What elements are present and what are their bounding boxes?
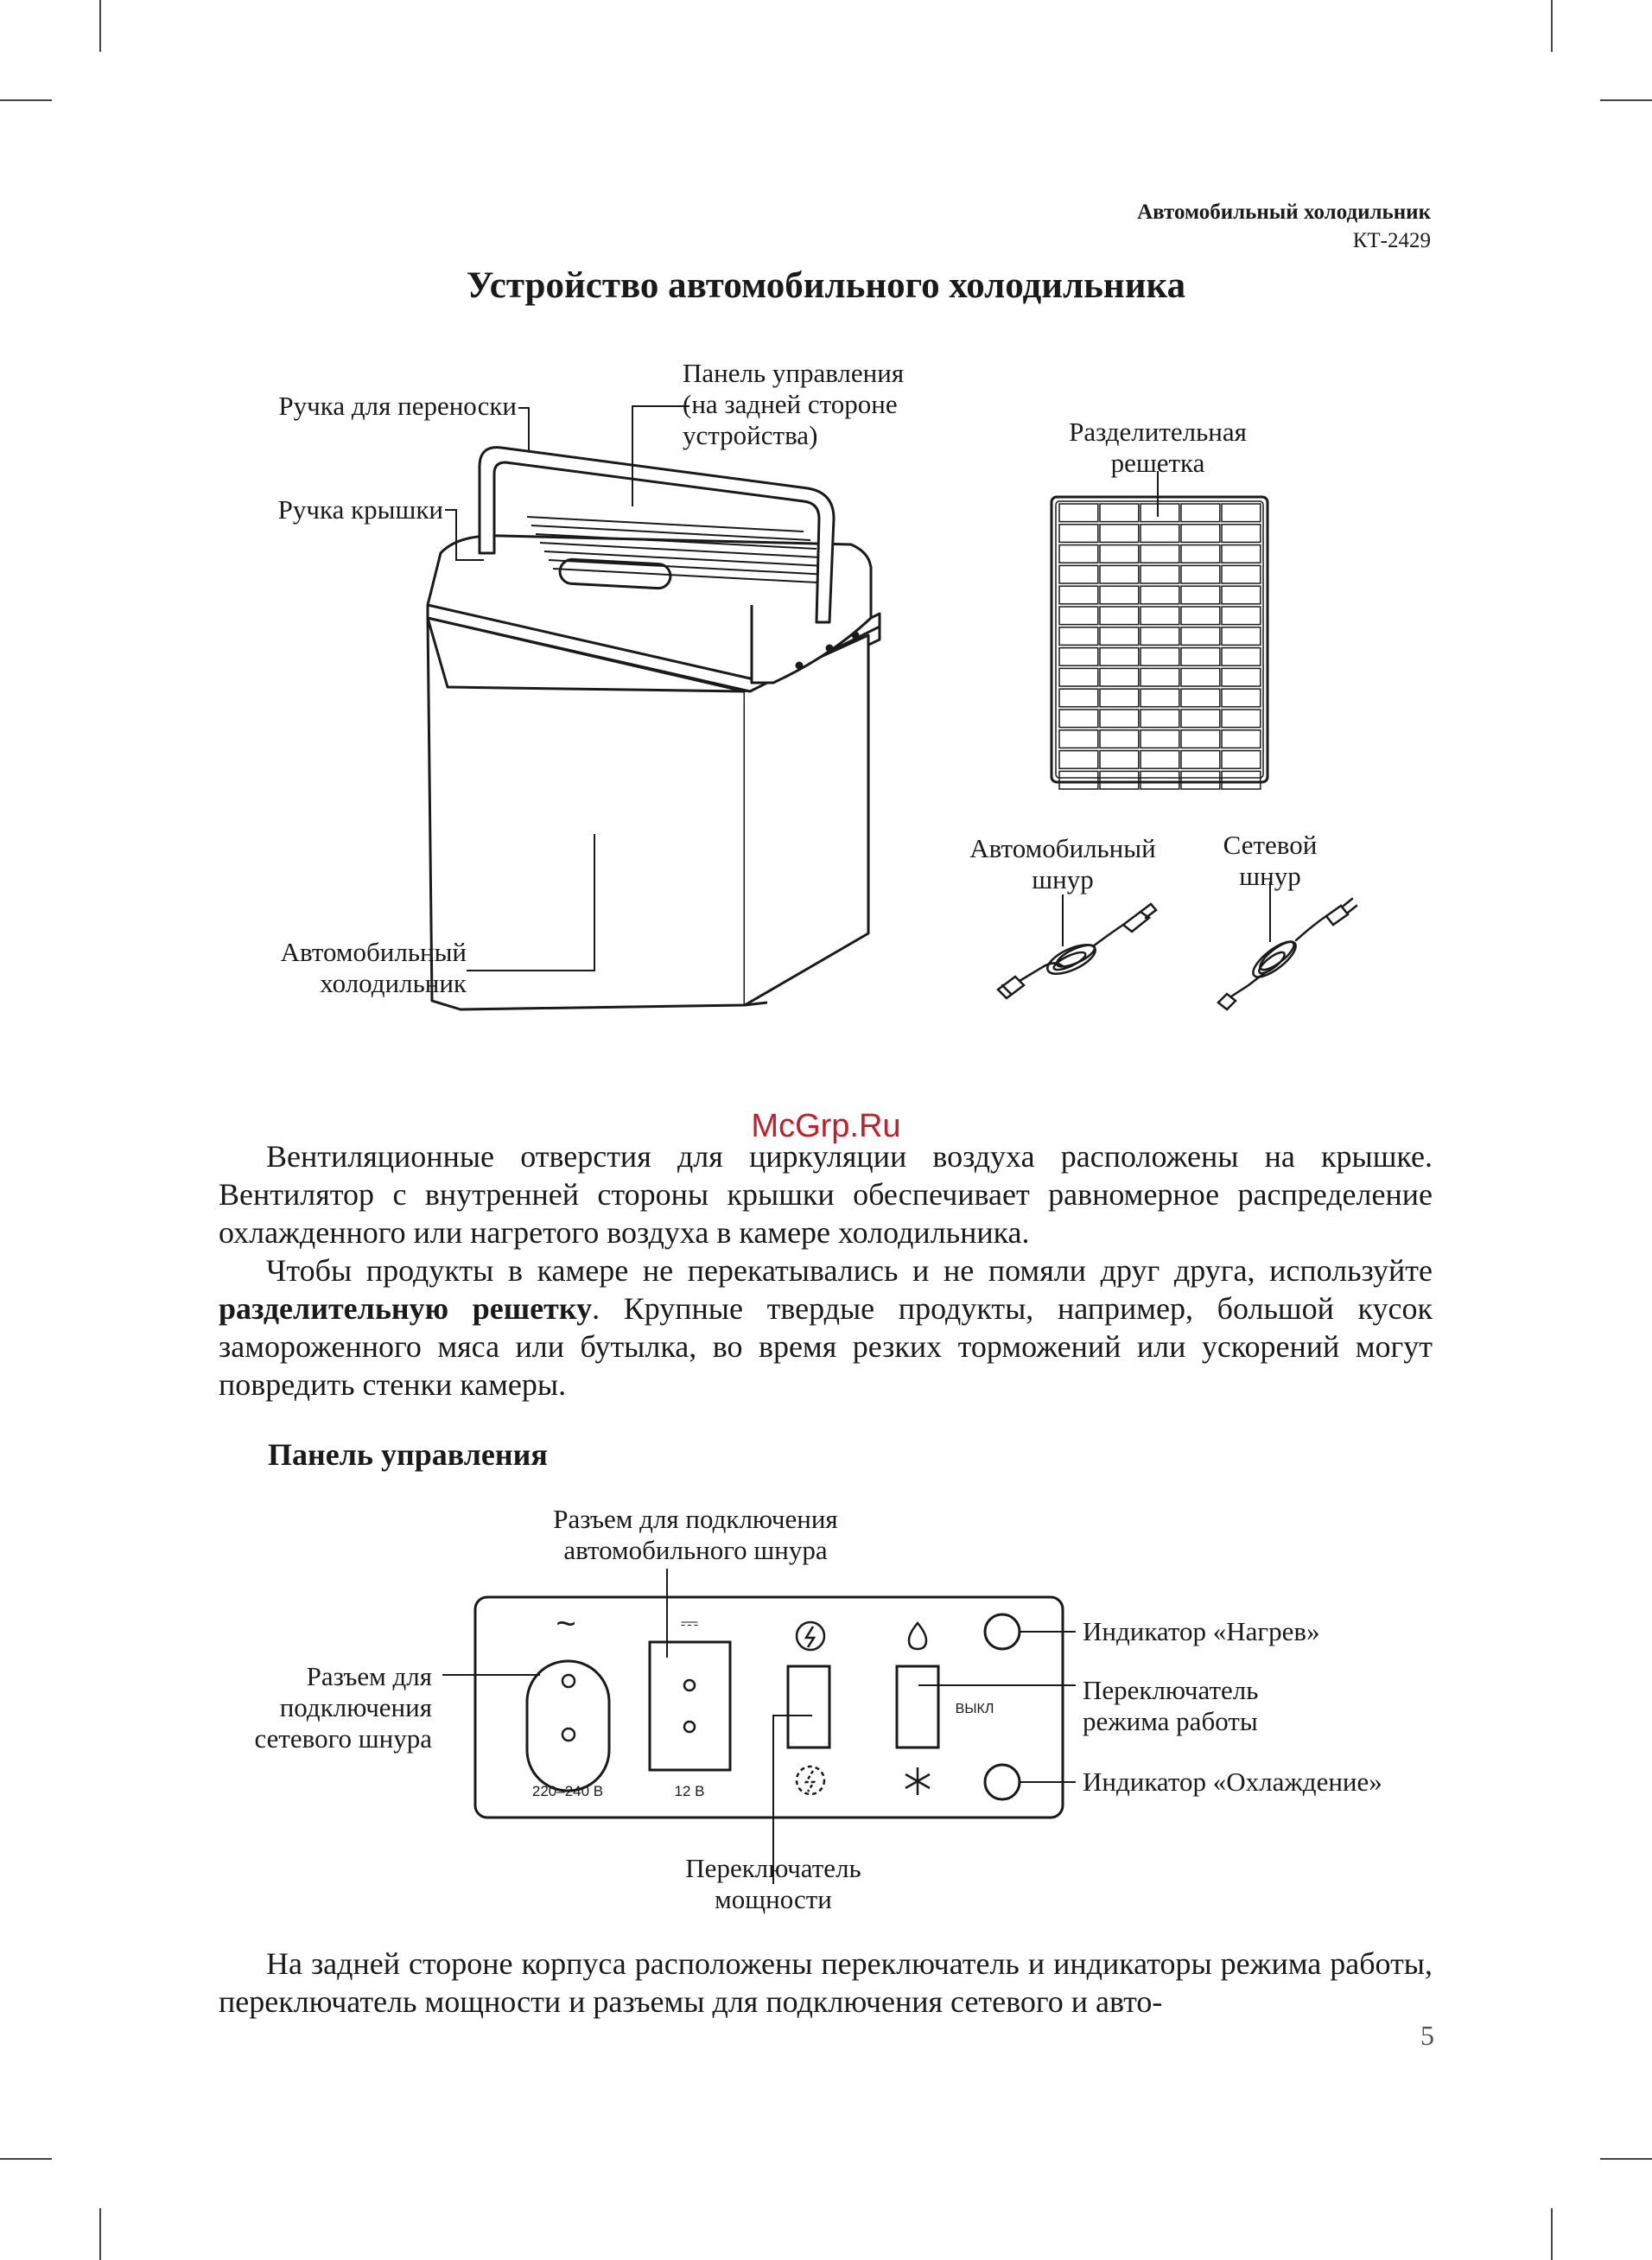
grid-cell <box>1059 648 1098 666</box>
grid-cell <box>1059 689 1098 707</box>
mains-cord-label-line: Сетевой <box>1223 830 1318 860</box>
heat-indicator <box>985 1614 1020 1649</box>
grid-cell <box>1181 730 1220 748</box>
paragraph-2-bold: разделительную решетку <box>219 1291 593 1326</box>
grid-cell <box>1141 668 1179 686</box>
off-label: ВЫКЛ <box>955 1702 994 1716</box>
control-panel-label <box>683 358 904 451</box>
grid-cell <box>1141 627 1179 646</box>
grid-cell <box>1059 627 1098 646</box>
paragraph-1-text: Вентиляционные отверстия для циркуляции воздуха расположены на крышке. Вентилятор с внутренней стороны крышки обеспечивает равномерное распределение охлажденного или нагретого воздуха в камере холодильника. <box>219 1139 1433 1250</box>
grid-cell <box>1059 710 1098 728</box>
fridge-illustration <box>0 0 1652 1080</box>
grid-cell <box>1222 545 1261 563</box>
car-cord-label-line: шнур <box>1032 864 1094 894</box>
grid-cell <box>1222 730 1261 748</box>
grid-cell <box>1141 730 1179 748</box>
grid-cell <box>1100 525 1139 543</box>
grid-cell <box>1222 627 1261 646</box>
grid-cell <box>1100 586 1139 604</box>
grid-cell <box>1141 607 1179 625</box>
grid-cell <box>1059 586 1098 604</box>
grid-cell <box>1100 771 1139 789</box>
divider-label-line: решетка <box>1110 448 1205 478</box>
grid-cell <box>1181 751 1220 769</box>
grid-cell <box>1100 627 1139 646</box>
dc-voltage-label: 12 В <box>674 1783 705 1799</box>
cool-indicator <box>985 1765 1020 1799</box>
grid-cell <box>1181 607 1220 625</box>
grid-cell <box>1141 545 1179 563</box>
mode-switch-label-line: режима работы <box>1083 1706 1258 1736</box>
mains-socket-label <box>173 1661 432 1754</box>
divider-label <box>1028 417 1287 479</box>
grid-cell <box>1222 668 1261 686</box>
car-socket-label-line: автомобильного шнура <box>563 1535 828 1565</box>
grid-cell <box>1181 689 1220 707</box>
crop-mark <box>0 2158 52 2160</box>
paragraph-3 <box>219 1945 1433 2021</box>
grid-cell <box>1181 668 1220 686</box>
power-switch-label <box>644 1853 903 1915</box>
grid-cell <box>1100 545 1139 563</box>
grid-cell <box>1181 565 1220 583</box>
grid-cell <box>1141 771 1179 789</box>
grid-cell <box>1222 586 1261 604</box>
grid-cell <box>1100 689 1139 707</box>
paragraph-3-text: На задней стороне корпуса расположены переключатель и индикаторы режима работы, переключатель мощности и разъемы для подключения сетевого и авто- <box>219 1946 1433 2019</box>
mode-switch-label <box>1083 1675 1258 1737</box>
crop-mark <box>1551 2208 1553 2260</box>
fridge-label-line: Автомобильный <box>280 937 467 967</box>
grid-cell <box>1222 648 1261 666</box>
grid-cell <box>1141 565 1179 583</box>
grid-cell <box>1222 504 1261 522</box>
power-switch-label-line: мощности <box>715 1884 832 1914</box>
grid-cell <box>1100 607 1139 625</box>
grid-cell <box>1181 525 1220 543</box>
grid-cell <box>1181 504 1220 522</box>
grid-cell <box>1222 771 1261 789</box>
grid-cell <box>1141 710 1179 728</box>
car-socket-label-line: Разъем для подключения <box>553 1504 838 1534</box>
paragraph-2-start: Чтобы продукты в камере не перекатывались и не помяли друг друга, используйте <box>266 1253 1433 1288</box>
grid-cell <box>1222 607 1261 625</box>
grid-cell <box>1100 504 1139 522</box>
power-switch <box>788 1666 829 1748</box>
car-cord-drawing <box>998 904 1156 998</box>
control-panel-label-line: (на задней стороне <box>683 389 898 419</box>
grid-cell <box>1059 525 1098 543</box>
car-cord-label <box>933 833 1192 895</box>
grid-cell <box>1059 668 1098 686</box>
grid-cell <box>1222 525 1261 543</box>
grid-cell <box>1100 751 1139 769</box>
grid-cell <box>1059 607 1098 625</box>
grid-cell <box>1100 668 1139 686</box>
grid-cell <box>1181 771 1220 789</box>
mode-switch <box>897 1666 938 1748</box>
paragraph-2-text <box>219 1251 1433 1404</box>
header-title: Автомобильный холодильник <box>1137 201 1431 224</box>
grid-cell <box>1222 751 1261 769</box>
lid-handle-label: Ручка крышки <box>277 494 443 525</box>
grid-cell <box>1141 751 1179 769</box>
grid-cell <box>1059 504 1098 522</box>
grid-cell <box>1222 710 1261 728</box>
grid-cell <box>1059 730 1098 748</box>
divider-grid-drawing <box>1052 497 1268 782</box>
divider-label-line: Разделительная <box>1069 417 1247 447</box>
carry-handle-label: Ручка для переноски <box>278 391 517 421</box>
grid-cell <box>1181 710 1220 728</box>
car-cord-label-line: Автомобильный <box>969 833 1156 863</box>
grid-cell <box>1141 586 1179 604</box>
mode-switch-label-line: Переключатель <box>1083 1675 1259 1705</box>
mains-cord-drawing <box>1218 899 1357 1009</box>
grid-cell <box>1100 730 1139 748</box>
header-model: КТ-2429 <box>1352 229 1431 252</box>
grid-cell <box>1100 710 1139 728</box>
grid-cell <box>1059 565 1098 583</box>
fridge-label-line: холодильник <box>320 968 467 998</box>
mains-cord-label <box>1184 830 1357 892</box>
grid-cell <box>1181 545 1220 563</box>
page-number: 5 <box>1420 2020 1434 2051</box>
grid-cell <box>1100 565 1139 583</box>
grid-cell <box>1141 504 1179 522</box>
mains-socket-label-line: Разъем для <box>306 1661 432 1691</box>
grid-cell <box>1141 525 1179 543</box>
paragraph-2-end: . Крупные твердые продукты, например, большой кусок замороженного мяса или бутылка, во время резких торможений или ускорений могут повредить стенки камеры. <box>219 1291 1433 1402</box>
car-socket <box>650 1642 730 1770</box>
dc-symbol: ⎓ <box>680 1609 699 1635</box>
ac-voltage-label: 220–240 В <box>531 1783 604 1799</box>
mains-socket <box>527 1661 609 1791</box>
car-socket-label <box>501 1504 890 1566</box>
grid-cell <box>1141 689 1179 707</box>
mains-socket-label-line: сетевого шнура <box>254 1723 432 1754</box>
watermark: McGrp.Ru <box>751 1108 901 1144</box>
grid-cell <box>1100 648 1139 666</box>
grid-cell <box>1059 771 1098 789</box>
crop-mark <box>99 2208 101 2260</box>
fridge-label <box>173 937 467 999</box>
paragraph-2 <box>219 1251 1433 1404</box>
grid-cell <box>1181 648 1220 666</box>
control-panel-label-line: Панель управления <box>683 358 905 388</box>
grid-cell <box>1059 751 1098 769</box>
control-panel-label-line: устройства) <box>683 420 818 450</box>
power-switch-label-line: Переключатель <box>685 1853 861 1883</box>
paragraph-1 <box>219 1137 1433 1251</box>
heat-indicator-label: Индикатор «Нагрев» <box>1083 1616 1320 1646</box>
crop-mark <box>1600 2158 1652 2160</box>
grid-cell <box>1059 545 1098 563</box>
grid-cell <box>1222 565 1261 583</box>
mains-socket-label-line: подключения <box>279 1692 432 1722</box>
cool-indicator-label: Индикатор «Охлаждение» <box>1083 1767 1382 1797</box>
grid-cell <box>1141 648 1179 666</box>
section-title: Панель управления <box>268 1437 548 1472</box>
grid-cell <box>1181 586 1220 604</box>
page-title: Устройство автомобильного холодильника <box>466 265 1186 306</box>
grid-cell <box>1222 689 1261 707</box>
grid-cell <box>1181 627 1220 646</box>
ac-symbol: ~ <box>556 1605 576 1643</box>
mains-cord-label-line: шнур <box>1239 861 1301 891</box>
